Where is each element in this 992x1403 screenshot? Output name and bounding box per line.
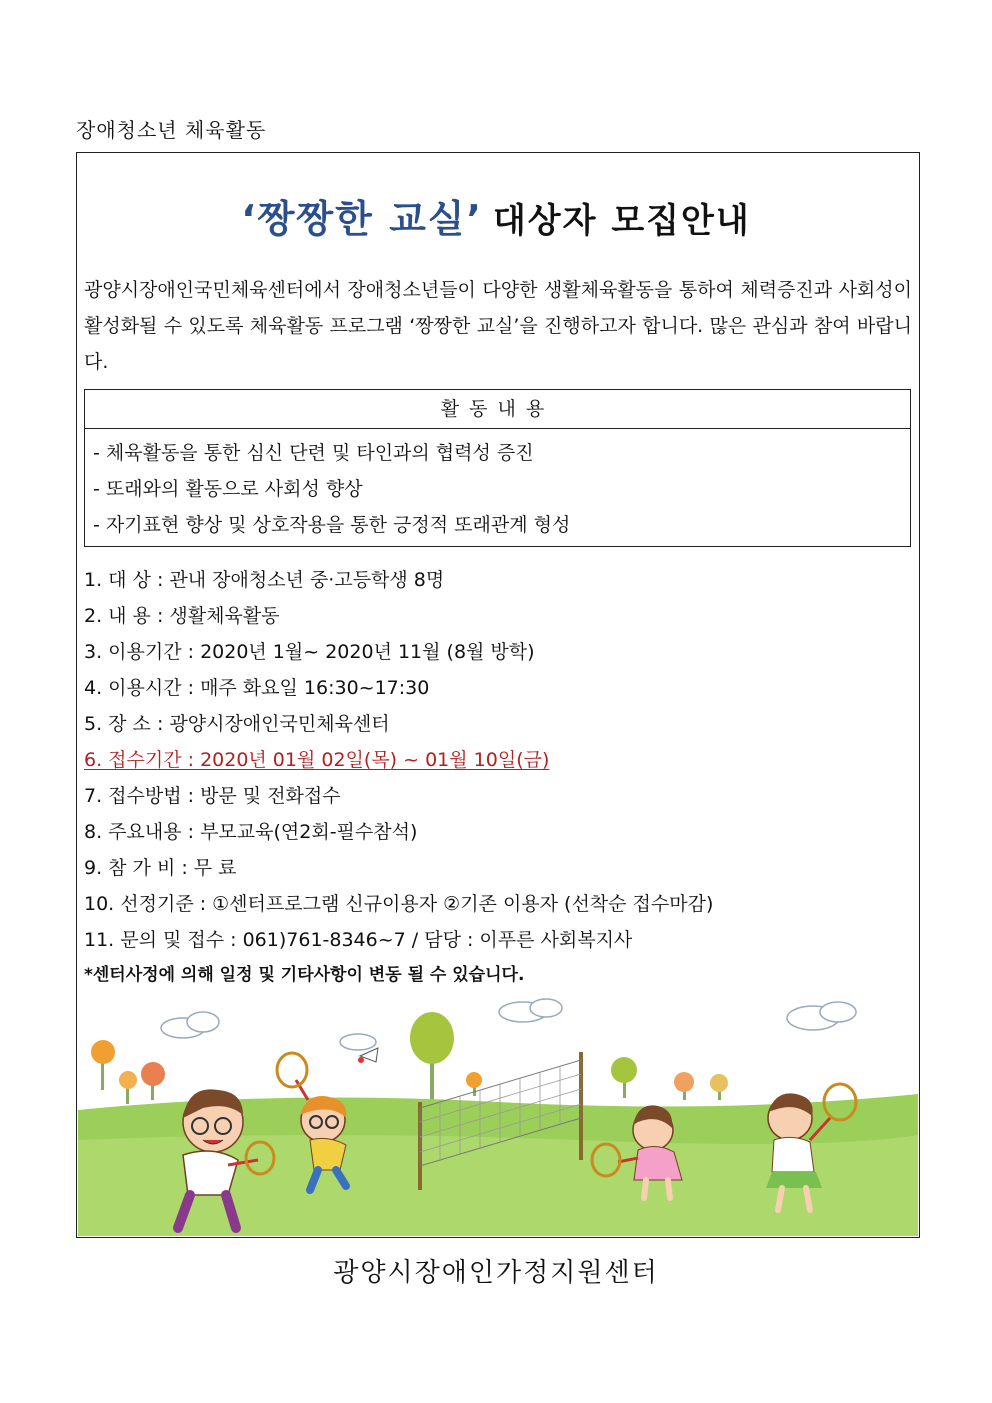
program-name: ‘짱짱한 교실’	[241, 197, 483, 241]
activity-list	[85, 429, 910, 543]
badminton-illustration	[78, 990, 918, 1236]
notice-note: *센터사정에 의해 일정 및 기타사항이 변동 될 수 있습니다.	[84, 965, 525, 985]
detail-contact: 11. 문의 및 접수 : 061)761-8346~7 / 담당 : 이푸른 사회복지사	[84, 929, 633, 951]
detail-application-method: 7. 접수방법 : 방문 및 전화접수	[84, 785, 341, 807]
activity-item: - 체육활동을 통한 심신 단련 및 타인과의 협력성 증진	[93, 442, 534, 464]
intro-paragraph: 광양시장애인국민체육센터에서 장애청소년들이 다양한 생활체육활동을 통하여 체력증진과 사회성이 활성화될 수 있도록 체육활동 프로그램 ‘짱짱한 교실’을 진행하고자 합니다. 많은 관심과 참여 바랍니다.	[84, 279, 912, 373]
detail-main-content: 8. 주요내용 : 부모교육(연2회-필수참석)	[84, 821, 418, 843]
footer-organization: 광양시장애인가정지원센터	[333, 1258, 659, 1288]
detail-content: 2. 내 용 : 생활체육활동	[84, 605, 280, 627]
detail-selection: 10. 선정기준 : ①센터프로그램 신규이용자 ②기존 이용자 (선착순 접수마감)	[84, 893, 714, 915]
activity-box	[84, 389, 911, 547]
detail-fee: 9. 참 가 비 : 무 료	[84, 857, 237, 879]
activity-item: - 또래와의 활동으로 사회성 향상	[93, 478, 363, 500]
section-label: 장애청소년 체육활동	[76, 118, 267, 142]
title-suffix: 대상자 모집안내	[492, 201, 751, 241]
detail-place: 5. 장 소 : 광양시장애인국민체육센터	[84, 713, 390, 735]
detail-time: 4. 이용시간 : 매주 화요일 16:30~17:30	[84, 677, 430, 699]
page-title	[0, 188, 992, 243]
activity-item: - 자기표현 향상 및 상호작용을 통한 긍정적 또래관계 형성	[93, 514, 571, 536]
activity-box-header: 활동내용	[85, 390, 910, 429]
detail-target: 1. 대 상 : 관내 장애청소년 중·고등학생 8명	[84, 569, 445, 591]
detail-period: 3. 이용기간 : 2020년 1월~ 2020년 11월 (8월 방학)	[84, 641, 535, 663]
detail-application-period: 6. 접수기간 : 2020년 01월 02일(목) ~ 01월 10일(금)	[84, 749, 550, 771]
detail-list	[84, 562, 914, 958]
